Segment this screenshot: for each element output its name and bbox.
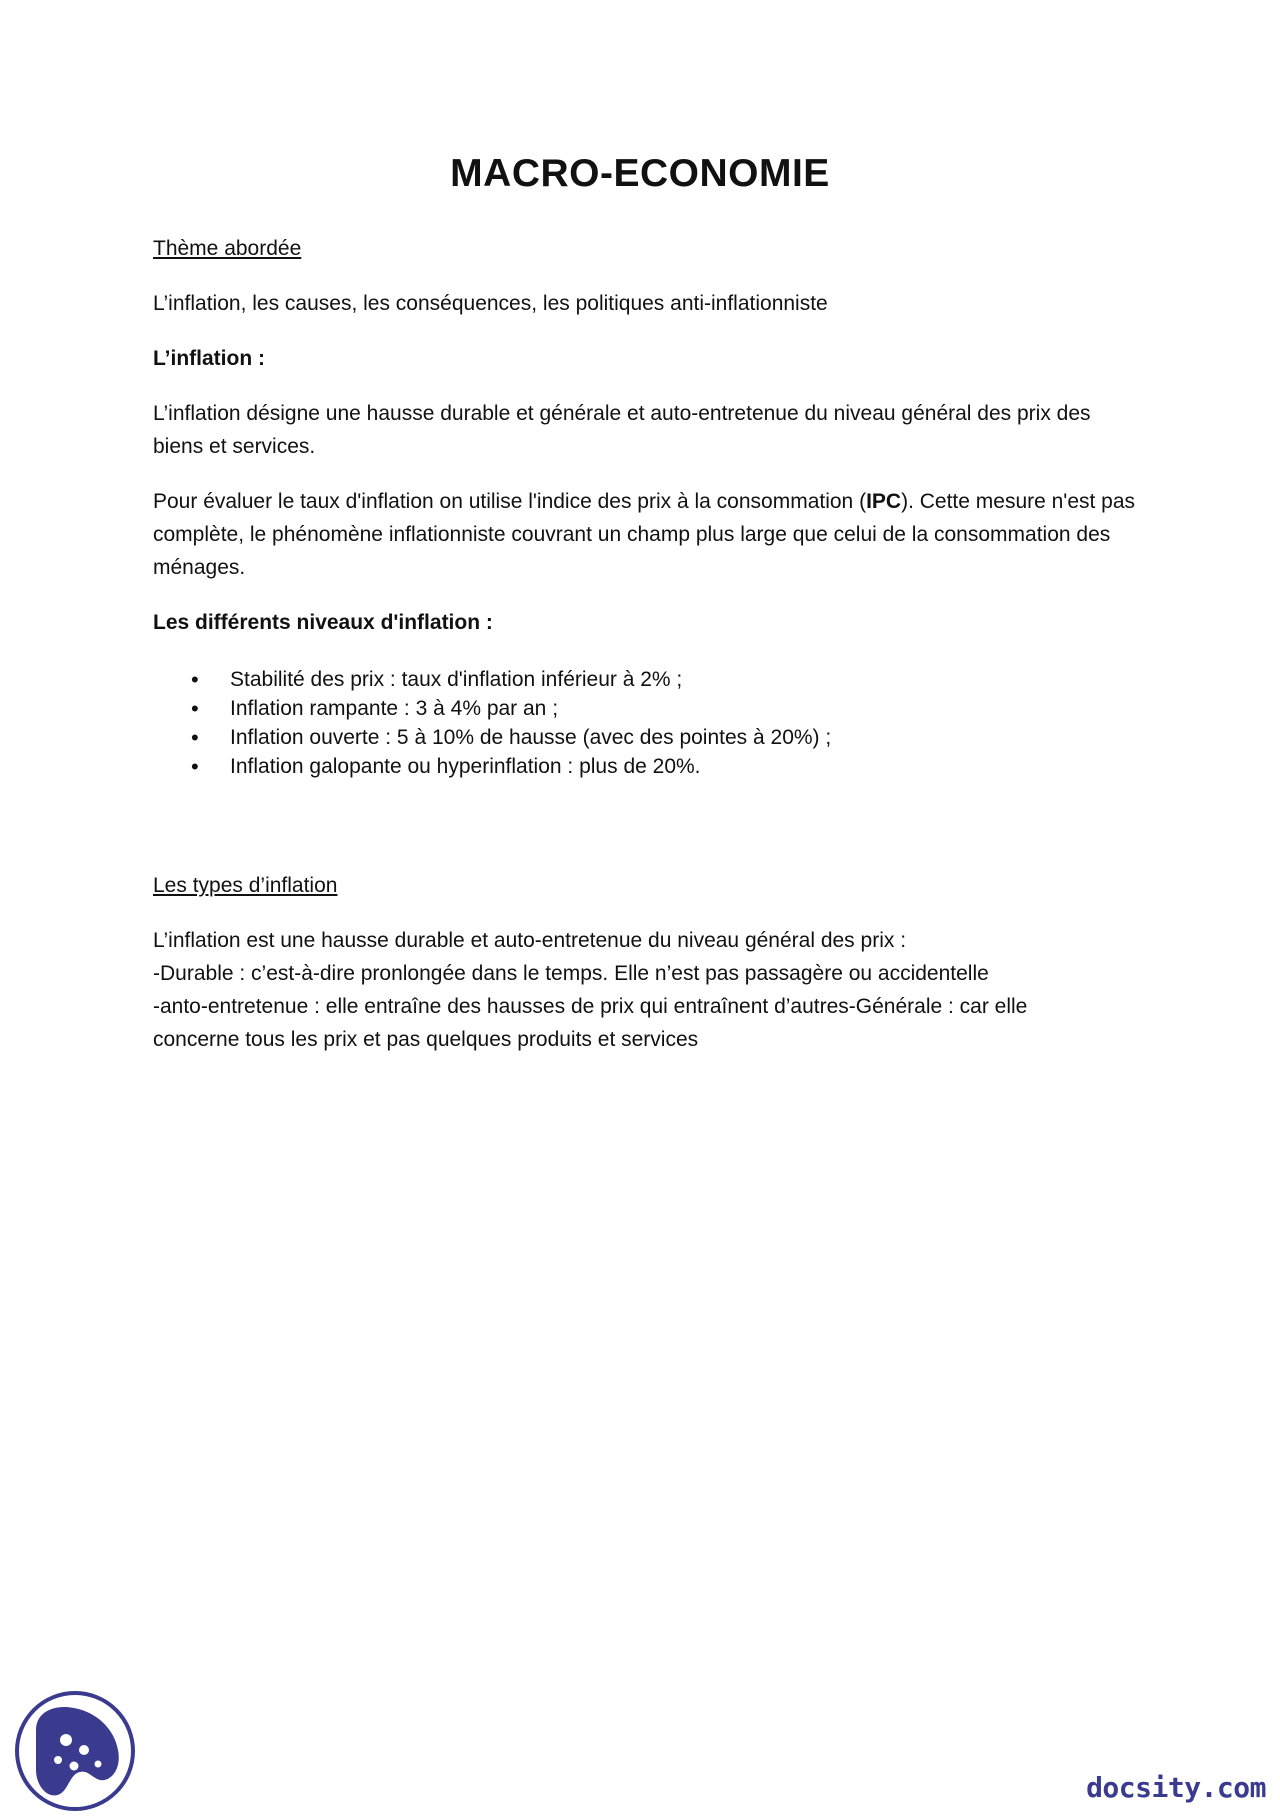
- levels-heading: Les différents niveaux d'inflation :: [153, 611, 493, 634]
- inflation-definition: L’inflation désigne une hausse durable et générale et auto-entretenue du niveau général des prix des biens et services.: [153, 402, 1091, 458]
- inflation-heading: L’inflation :: [153, 347, 265, 370]
- docsity-logo-icon[interactable]: [14, 1690, 136, 1812]
- list-item: • Stabilité des prix : taux d'inflation inférieur à 2% ;: [153, 665, 1143, 694]
- docsity-brand-link[interactable]: docsity.com: [1086, 1771, 1266, 1804]
- types-line: -Durable : c’est-à-dire pronlongée dans le temps. Elle n’est pas passagère ou accidentelle: [153, 962, 989, 985]
- inflation-levels-list: [153, 665, 1143, 781]
- ipc-paragraph: [153, 485, 1143, 584]
- list-item: • Inflation rampante : 3 à 4% par an ;: [153, 694, 1143, 723]
- theme-heading: Thème abordée: [153, 237, 302, 260]
- ipc-text-after: ). Cette mesure n'est pas complète, le phénomène inflationniste couvrant un champ plus large que celui de la consommation des ménages.: [153, 490, 1136, 579]
- types-line: concerne tous les prix et pas quelques produits et services: [153, 1028, 699, 1051]
- types-paragraph: [153, 924, 1143, 1056]
- theme-text: L’inflation, les causes, les conséquences, les politiques anti-inflationniste: [153, 292, 828, 315]
- list-item: • Inflation galopante ou hyperinflation : plus de 20%.: [153, 752, 1143, 781]
- page-title: MACRO-ECONOMIE: [450, 152, 830, 195]
- ipc-acronym: IPC: [866, 490, 902, 513]
- types-line: -anto-entretenue : elle entraîne des hausses de prix qui entraînent d’autres-Générale : car elle: [153, 995, 1028, 1018]
- types-line: L’inflation est une hausse durable et auto-entretenue du niveau général des prix :: [153, 929, 907, 952]
- types-heading: Les types d’inflation: [153, 874, 338, 897]
- document-body: [153, 232, 1143, 1056]
- list-item: • Inflation ouverte : 5 à 10% de hausse (avec des pointes à 20%) ;: [153, 723, 1143, 752]
- ipc-text-before: Pour évaluer le taux d'inflation on utilise l'indice des prix à la consommation (: [153, 490, 867, 513]
